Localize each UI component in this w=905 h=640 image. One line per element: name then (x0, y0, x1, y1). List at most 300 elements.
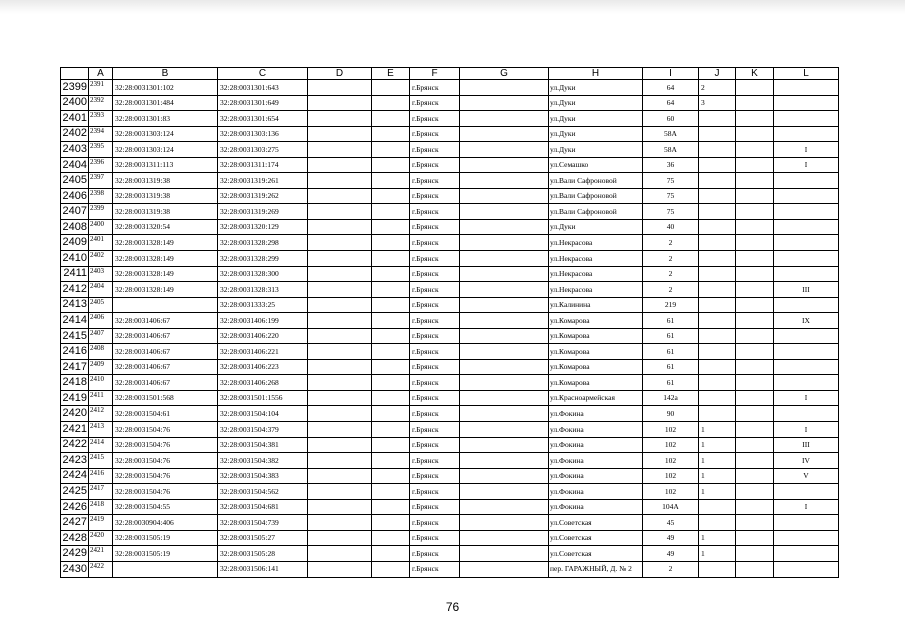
cell-k (736, 235, 774, 251)
cell-k (736, 530, 774, 546)
cell-l (774, 251, 839, 267)
cell-a-value: 2391 (90, 80, 104, 88)
cell-g (460, 499, 549, 515)
cell-a (89, 95, 113, 111)
cell-a-value: 2422 (90, 561, 104, 570)
cell-d (308, 126, 372, 142)
row-number: 2428 (61, 530, 89, 546)
cell-g (460, 188, 549, 204)
cell-i: 64 (643, 80, 699, 96)
table-row (61, 204, 839, 220)
cell-b: 32:28:0031504:76 (113, 437, 218, 453)
table-row (61, 468, 839, 484)
cell-k (736, 375, 774, 391)
cell-g (460, 251, 549, 267)
cell-i: 102 (643, 484, 699, 500)
cell-j (699, 297, 736, 313)
cell-a-value: 2396 (90, 157, 104, 166)
cell-c: 32:28:0031311:174 (218, 157, 308, 173)
cell-h: ул.Комарова (549, 328, 643, 344)
cell-f: г.Брянск (410, 235, 460, 251)
cell-d (308, 530, 372, 546)
cell-b: 32:28:0031319:38 (113, 173, 218, 189)
cell-i: 142а (643, 390, 699, 406)
cell-e (372, 359, 410, 375)
cell-f: г.Брянск (410, 204, 460, 220)
cell-l (774, 297, 839, 313)
cell-f: г.Брянск (410, 546, 460, 562)
cell-g (460, 111, 549, 127)
cell-l (774, 359, 839, 375)
cell-a (89, 328, 113, 344)
cell-a-value: 2409 (90, 359, 104, 368)
cell-h: ул.Вали Сафроновой (549, 204, 643, 220)
row-number: 2429 (61, 546, 89, 562)
cell-l: IV (774, 453, 839, 469)
cell-g (460, 515, 549, 531)
cell-f: г.Брянск (410, 297, 460, 313)
cell-f: г.Брянск (410, 266, 460, 282)
cell-d (308, 515, 372, 531)
cell-b: 32:28:0031319:38 (113, 188, 218, 204)
row-number: 2402 (61, 126, 89, 142)
table-row (61, 282, 839, 298)
cell-l: V (774, 468, 839, 484)
cell-g (460, 344, 549, 360)
cell-b: 32:28:0031504:76 (113, 468, 218, 484)
cell-f: г.Брянск (410, 468, 460, 484)
cell-d (308, 359, 372, 375)
cell-l: IX (774, 313, 839, 329)
cell-a (89, 359, 113, 375)
cell-g (460, 484, 549, 500)
column-header-h: H (549, 68, 643, 80)
cell-a (89, 297, 113, 313)
cell-c: 32:28:0031504:381 (218, 437, 308, 453)
cell-c: 32:28:0031406:221 (218, 344, 308, 360)
cell-l: I (774, 157, 839, 173)
cell-j (699, 359, 736, 375)
row-number: 2405 (61, 173, 89, 189)
cell-a (89, 468, 113, 484)
cell-g (460, 422, 549, 438)
cell-a (89, 142, 113, 158)
cell-b: 32:28:0031328:149 (113, 251, 218, 267)
cell-h: ул.Калинина (549, 297, 643, 313)
row-number: 2418 (61, 375, 89, 391)
cell-h: ул.Дуки (549, 111, 643, 127)
spreadsheet-table (60, 67, 839, 578)
cell-e (372, 204, 410, 220)
cell-i: 75 (643, 188, 699, 204)
cell-e (372, 219, 410, 235)
cell-b: 32:28:0031303:124 (113, 142, 218, 158)
cell-h: ул.Советская (549, 530, 643, 546)
cell-j (699, 251, 736, 267)
cell-c: 32:28:0031319:261 (218, 173, 308, 189)
cell-e (372, 95, 410, 111)
cell-j (699, 235, 736, 251)
cell-e (372, 126, 410, 142)
cell-d (308, 188, 372, 204)
cell-a (89, 406, 113, 422)
cell-h: ул.Комарова (549, 313, 643, 329)
row-number: 2430 (61, 561, 89, 577)
cell-c: 32:28:0031303:275 (218, 142, 308, 158)
table-row (61, 142, 839, 158)
cell-k (736, 282, 774, 298)
cell-b: 32:28:0031406:67 (113, 328, 218, 344)
cell-d (308, 406, 372, 422)
cell-b: 32:28:0031406:67 (113, 313, 218, 329)
cell-a (89, 561, 113, 577)
row-number: 2410 (61, 251, 89, 267)
cell-h: пер. ГАРАЖНЫЙ, Д. № 2 (549, 561, 643, 577)
cell-b (113, 297, 218, 313)
cell-h: ул.Советская (549, 546, 643, 562)
cell-f: г.Брянск (410, 313, 460, 329)
row-number: 2408 (61, 219, 89, 235)
cell-c: 32:28:0031320:129 (218, 219, 308, 235)
cell-h: ул.Семашко (549, 157, 643, 173)
cell-l: III (774, 282, 839, 298)
scan-edge (0, 0, 905, 14)
cell-a (89, 157, 113, 173)
cell-l (774, 126, 839, 142)
table-row (61, 251, 839, 267)
table-row (61, 80, 839, 96)
cell-f: г.Брянск (410, 111, 460, 127)
cell-k (736, 173, 774, 189)
cell-h: ул.Фокина (549, 453, 643, 469)
cell-k (736, 561, 774, 577)
cell-j (699, 126, 736, 142)
cell-d (308, 422, 372, 438)
column-header-i: I (643, 68, 699, 80)
cell-a-value: 2408 (90, 344, 104, 353)
cell-j: 2 (699, 80, 736, 96)
cell-f: г.Брянск (410, 422, 460, 438)
cell-d (308, 142, 372, 158)
table-row (61, 422, 839, 438)
cell-f: г.Брянск (410, 406, 460, 422)
cell-k (736, 390, 774, 406)
cell-l (774, 561, 839, 577)
table-row (61, 375, 839, 391)
cell-i: 104А (643, 499, 699, 515)
row-number: 2423 (61, 453, 89, 469)
cell-g (460, 173, 549, 189)
cell-d (308, 111, 372, 127)
table-row (61, 297, 839, 313)
cell-a (89, 111, 113, 127)
cell-c: 32:28:0031504:681 (218, 499, 308, 515)
cell-b: 32:28:0031319:38 (113, 204, 218, 220)
cell-d (308, 344, 372, 360)
table-row (61, 173, 839, 189)
cell-b: 32:28:0031501:568 (113, 390, 218, 406)
cell-k (736, 515, 774, 531)
cell-f: г.Брянск (410, 80, 460, 96)
cell-e (372, 406, 410, 422)
cell-a-value: 2411 (90, 390, 104, 399)
cell-c: 32:28:0031504:739 (218, 515, 308, 531)
cell-a (89, 219, 113, 235)
cell-k (736, 328, 774, 344)
cell-k (736, 546, 774, 562)
cell-f: г.Брянск (410, 530, 460, 546)
column-header-f: F (410, 68, 460, 80)
cell-i: 2 (643, 561, 699, 577)
cell-a-value: 2398 (90, 188, 104, 197)
cell-l: I (774, 142, 839, 158)
cell-h: ул.Комарова (549, 375, 643, 391)
cell-a-value: 2420 (90, 530, 104, 539)
cell-a-value: 2416 (90, 468, 104, 477)
column-header-d: D (308, 68, 372, 80)
cell-a-value: 2407 (90, 328, 104, 337)
cell-e (372, 437, 410, 453)
cell-f: г.Брянск (410, 173, 460, 189)
cell-g (460, 328, 549, 344)
cell-c: 32:28:0031301:649 (218, 95, 308, 111)
table-row (61, 95, 839, 111)
cell-c: 32:28:0031328:300 (218, 266, 308, 282)
cell-j: 1 (699, 484, 736, 500)
cell-l: I (774, 422, 839, 438)
cell-h: ул.Некрасова (549, 266, 643, 282)
cell-d (308, 468, 372, 484)
cell-a (89, 390, 113, 406)
cell-l (774, 484, 839, 500)
cell-a-value: 2405 (90, 297, 104, 306)
cell-e (372, 561, 410, 577)
cell-i: 58А (643, 142, 699, 158)
cell-i: 45 (643, 515, 699, 531)
table-row (61, 219, 839, 235)
cell-b: 32:28:0031504:76 (113, 453, 218, 469)
column-header-c: C (218, 68, 308, 80)
cell-e (372, 266, 410, 282)
cell-l (774, 530, 839, 546)
cell-a (89, 313, 113, 329)
cell-a (89, 188, 113, 204)
cell-k (736, 111, 774, 127)
cell-h: ул.Фокина (549, 499, 643, 515)
cell-a (89, 344, 113, 360)
row-number: 2407 (61, 204, 89, 220)
cell-j (699, 328, 736, 344)
cell-e (372, 188, 410, 204)
cell-l (774, 219, 839, 235)
cell-g (460, 546, 549, 562)
cell-e (372, 251, 410, 267)
cell-e (372, 235, 410, 251)
cell-j: 1 (699, 437, 736, 453)
cell-g (460, 157, 549, 173)
table-row (61, 515, 839, 531)
cell-j (699, 111, 736, 127)
cell-d (308, 390, 372, 406)
cell-e (372, 515, 410, 531)
cell-i: 36 (643, 157, 699, 173)
cell-c: 32:28:0031505:27 (218, 530, 308, 546)
cell-c: 32:28:0031319:262 (218, 188, 308, 204)
cell-d (308, 297, 372, 313)
cell-c: 32:28:0031505:28 (218, 546, 308, 562)
cell-d (308, 282, 372, 298)
cell-a (89, 266, 113, 282)
cell-i: 219 (643, 297, 699, 313)
row-number: 2425 (61, 484, 89, 500)
cell-a-value: 2403 (90, 266, 104, 275)
cell-a-value: 2412 (90, 406, 104, 415)
row-number: 2426 (61, 499, 89, 515)
cell-l (774, 111, 839, 127)
table-row (61, 406, 839, 422)
cell-b: 32:28:0031505:19 (113, 530, 218, 546)
cell-d (308, 328, 372, 344)
cell-i: 2 (643, 266, 699, 282)
cell-l (774, 406, 839, 422)
cell-l (774, 188, 839, 204)
table-row (61, 530, 839, 546)
cell-j: 1 (699, 530, 736, 546)
cell-d (308, 484, 372, 500)
cell-f: г.Брянск (410, 484, 460, 500)
table-row (61, 437, 839, 453)
cell-b: 32:28:0031504:76 (113, 422, 218, 438)
table-row (61, 111, 839, 127)
cell-k (736, 344, 774, 360)
cell-e (372, 297, 410, 313)
cell-a-value: 2394 (90, 126, 104, 135)
cell-d (308, 561, 372, 577)
column-header-j: J (699, 68, 736, 80)
cell-j (699, 173, 736, 189)
cell-a-value: 2417 (90, 484, 104, 493)
cell-j (699, 188, 736, 204)
cell-b: 32:28:0031301:102 (113, 80, 218, 96)
cell-c: 32:28:0031333:25 (218, 297, 308, 313)
table-row (61, 313, 839, 329)
cell-h: ул.Красноармейская (549, 390, 643, 406)
cell-b: 32:28:0031303:124 (113, 126, 218, 142)
cell-a-value: 2418 (90, 499, 104, 508)
cell-f: г.Брянск (410, 344, 460, 360)
cell-c: 32:28:0031301:643 (218, 80, 308, 96)
cell-a-value: 2410 (90, 375, 104, 384)
cell-h: ул.Дуки (549, 142, 643, 158)
cell-l: I (774, 499, 839, 515)
cell-f: г.Брянск (410, 157, 460, 173)
cell-b: 32:28:0031328:149 (113, 282, 218, 298)
cell-c: 32:28:0031319:269 (218, 204, 308, 220)
cell-j (699, 266, 736, 282)
cell-c: 32:28:0031506:141 (218, 561, 308, 577)
cell-j (699, 499, 736, 515)
cell-i: 60 (643, 111, 699, 127)
cell-g (460, 204, 549, 220)
cell-i: 61 (643, 359, 699, 375)
cell-b: 32:28:0031328:149 (113, 235, 218, 251)
cell-i: 49 (643, 546, 699, 562)
row-number: 2403 (61, 142, 89, 158)
cell-e (372, 453, 410, 469)
corner-cell (61, 68, 89, 80)
cell-h: ул.Дуки (549, 95, 643, 111)
column-header-k: K (736, 68, 774, 80)
cell-e (372, 80, 410, 96)
cell-f: г.Брянск (410, 359, 460, 375)
table-row (61, 484, 839, 500)
row-number: 2411 (61, 266, 89, 282)
cell-c: 32:28:0031406:223 (218, 359, 308, 375)
cell-c: 32:28:0031406:199 (218, 313, 308, 329)
cell-l: I (774, 390, 839, 406)
table-row (61, 561, 839, 577)
cell-j (699, 375, 736, 391)
cell-i: 102 (643, 453, 699, 469)
cell-i: 58А (643, 126, 699, 142)
cell-e (372, 313, 410, 329)
cell-j (699, 142, 736, 158)
cell-f: г.Брянск (410, 375, 460, 391)
cell-d (308, 375, 372, 391)
cell-j (699, 561, 736, 577)
table-row (61, 328, 839, 344)
cell-k (736, 359, 774, 375)
cell-a-value: 2404 (90, 282, 104, 291)
cell-b: 32:28:0031311:113 (113, 157, 218, 173)
cell-e (372, 157, 410, 173)
cell-g (460, 375, 549, 391)
cell-a-value: 2399 (90, 204, 104, 213)
cell-g (460, 95, 549, 111)
cell-j (699, 390, 736, 406)
cell-g (460, 530, 549, 546)
cell-e (372, 484, 410, 500)
cell-h: ул.Некрасова (549, 282, 643, 298)
cell-b: 32:28:0031301:83 (113, 111, 218, 127)
cell-a-value: 2402 (90, 251, 104, 260)
cell-g (460, 468, 549, 484)
cell-d (308, 313, 372, 329)
row-number: 2421 (61, 422, 89, 438)
cell-b: 32:28:0031406:67 (113, 359, 218, 375)
cell-l (774, 173, 839, 189)
row-number: 2412 (61, 282, 89, 298)
cell-d (308, 204, 372, 220)
row-number: 2400 (61, 95, 89, 111)
cell-h: ул.Фокина (549, 406, 643, 422)
cell-h: ул.Дуки (549, 126, 643, 142)
cell-l (774, 344, 839, 360)
cell-c: 32:28:0031406:268 (218, 375, 308, 391)
cell-j (699, 204, 736, 220)
cell-l (774, 235, 839, 251)
cell-a-value: 2421 (90, 546, 104, 555)
cell-b: 32:28:0031505:19 (113, 546, 218, 562)
cell-a (89, 422, 113, 438)
table-row (61, 390, 839, 406)
row-number: 2413 (61, 297, 89, 313)
cell-d (308, 546, 372, 562)
row-number: 2409 (61, 235, 89, 251)
cell-e (372, 142, 410, 158)
cell-g (460, 266, 549, 282)
cell-e (372, 499, 410, 515)
